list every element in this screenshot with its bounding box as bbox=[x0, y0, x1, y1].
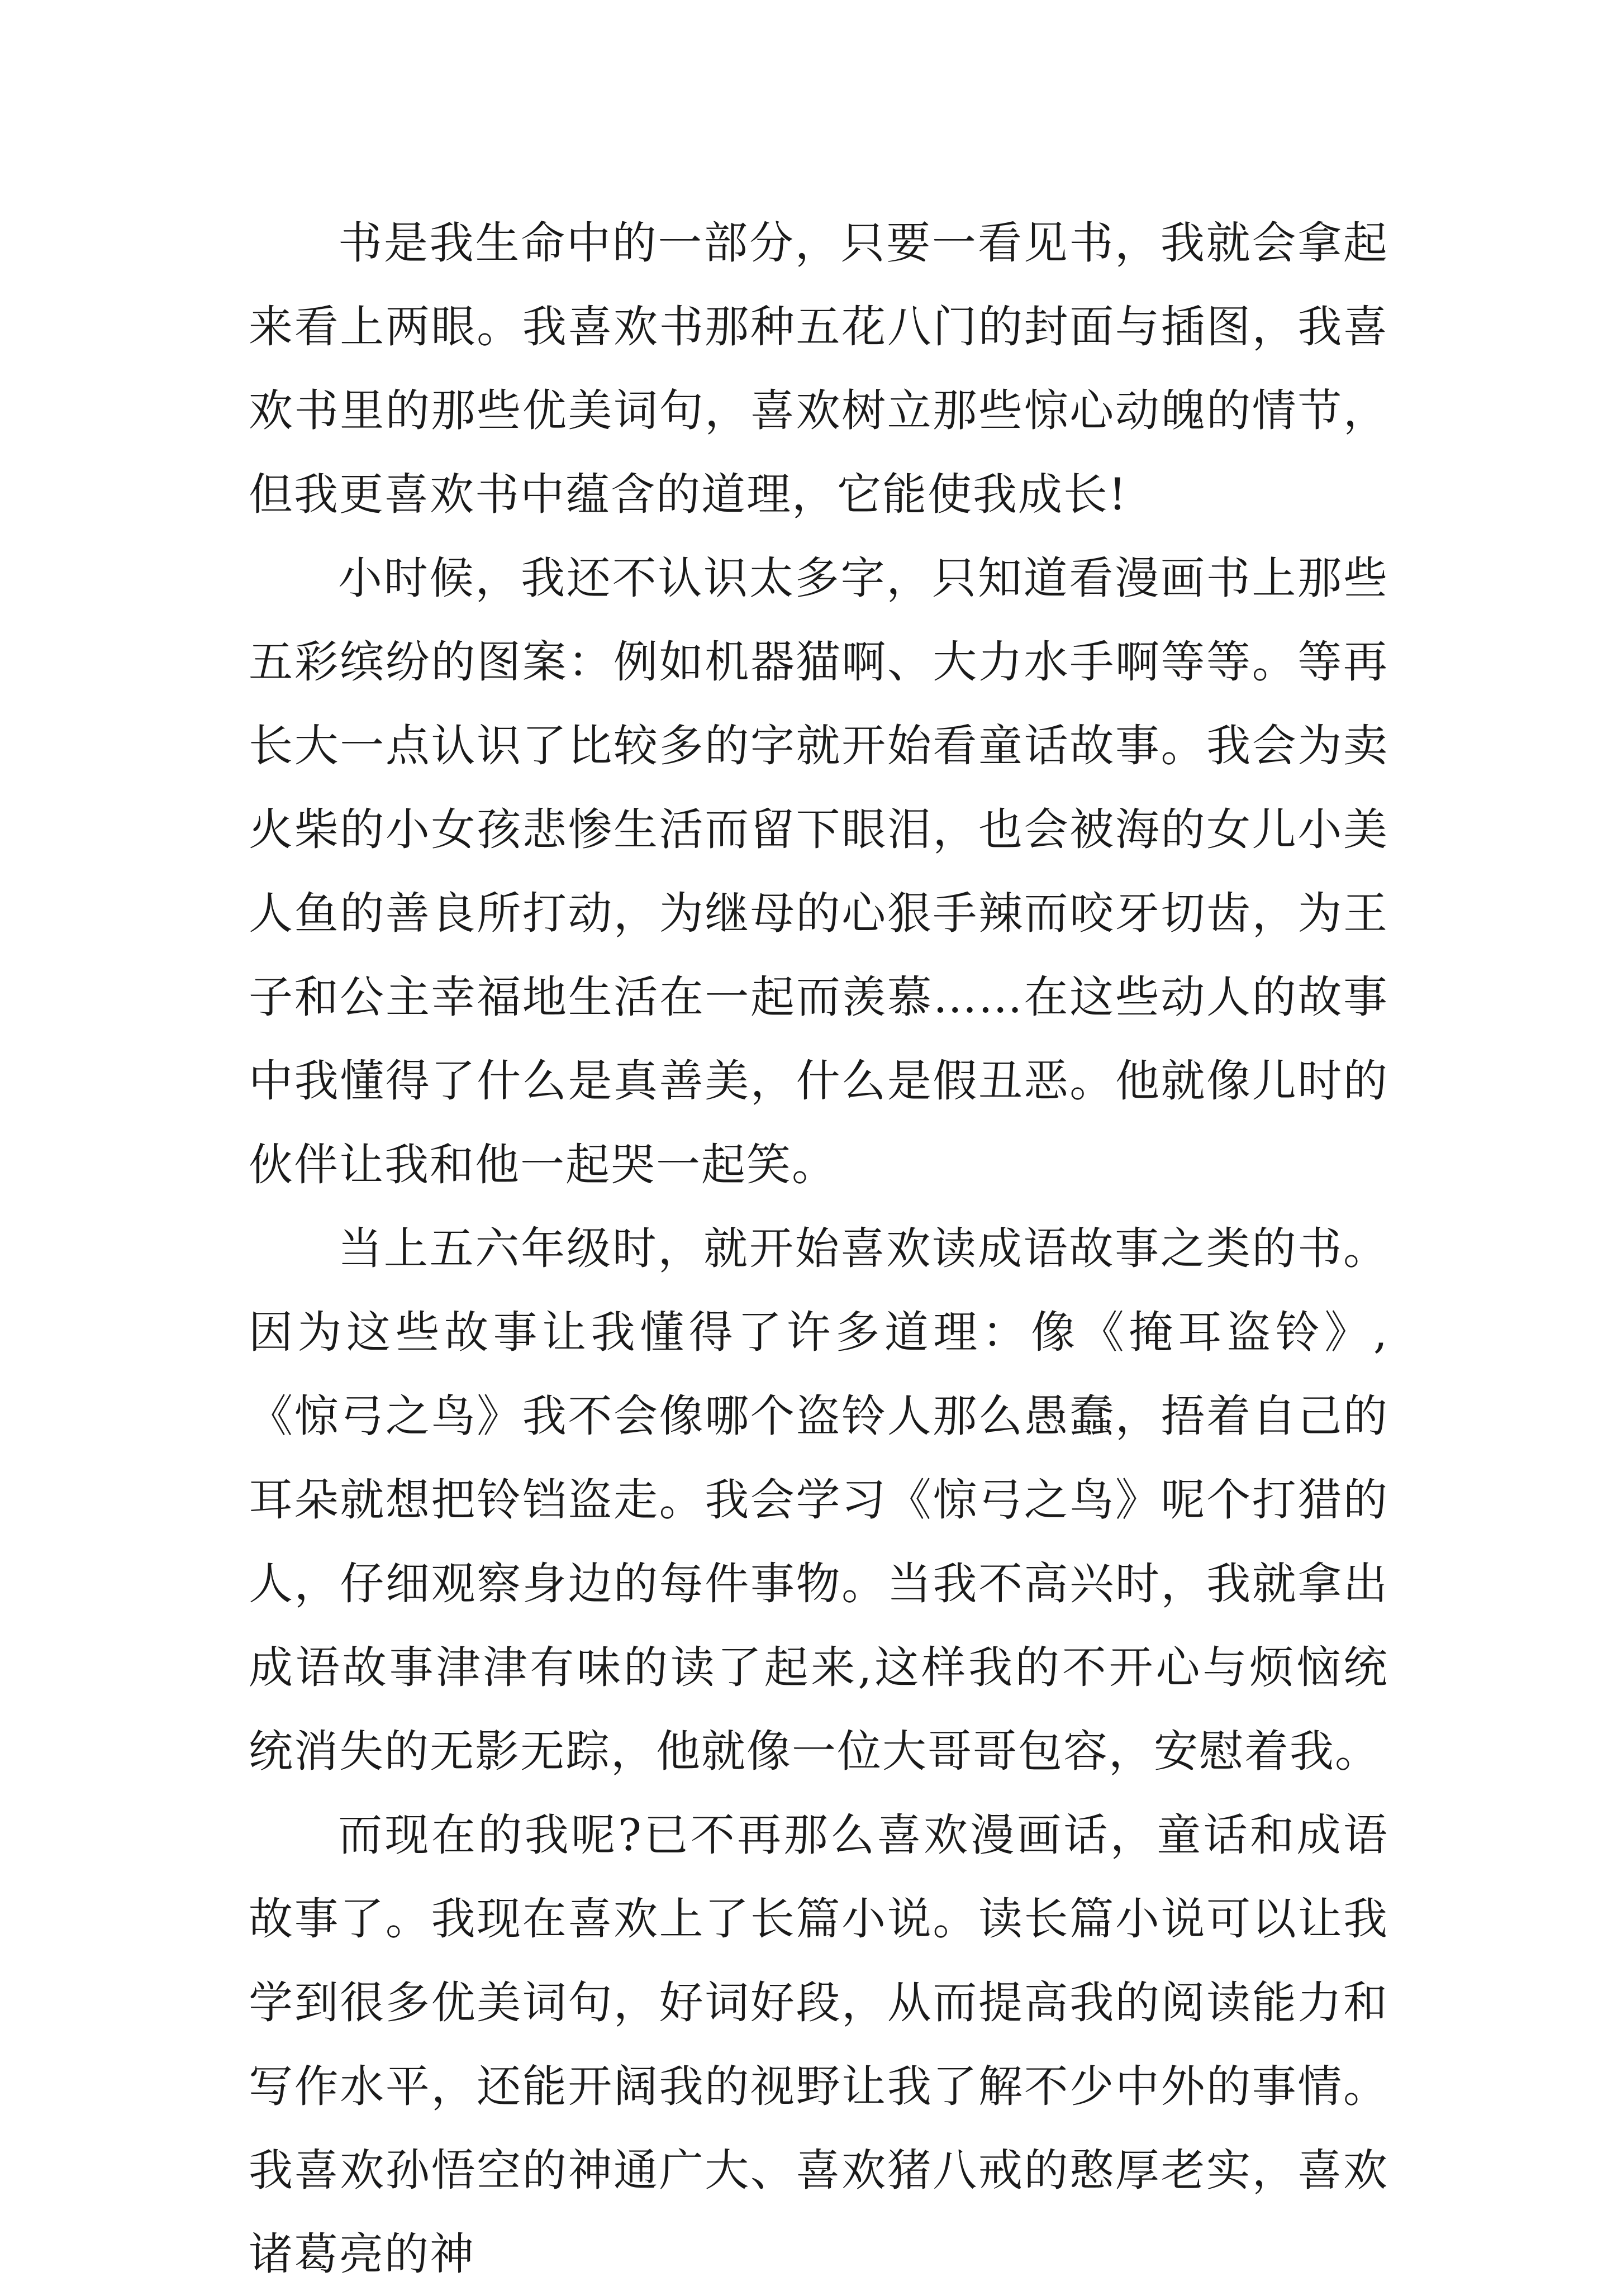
document-body bbox=[249, 201, 1388, 2296]
paragraph-3: 当上五六年级时，就开始喜欢读成语故事之类的书。因为这些故事让我懂得了许多道理：像《掩耳盗铃》,《惊弓之鸟》我不会像哪个盗铃人那么愚蠢，捂着自己的耳朵就想把铃铛盗走。我会学习《惊弓之鸟》呢个打猎的人，仔细观察身边的每件事物。当我不高兴时，我就拿出成语故事津津有味的读了起来,这样我的不开心与烦恼统统消失的无影无踪，他就像一位大哥哥包容，安慰着我。 bbox=[249, 1223, 1388, 1777]
paragraph-2: 小时候，我还不认识太多字，只知道看漫画书上那些五彩缤纷的图案：例如机器猫啊、大力水手啊等等。等再长大一点认识了比较多的字就开始看童话故事。我会为卖火柴的小女孩悲惨生活而留下眼泪，也会被海的女儿小美人鱼的善良所打动，为继母的心狠手辣而咬牙切齿，为王子和公主幸福地生活在一起而羡慕……在这些动人的故事中我懂得了什么是真善美，什么是假丑恶。他就像儿时的伙伴让我和他一起哭一起笑。 bbox=[249, 552, 1388, 1190]
paragraph-1: 书是我生命中的一部分，只要一看见书，我就会拿起来看上两眼。我喜欢书那种五花八门的封面与插图，我喜欢书里的那些优美词句，喜欢树立那些惊心动魄的情节，但我更喜欢书中蕴含的道理，它能使我成长! bbox=[249, 217, 1388, 520]
paragraph-4: 而现在的我呢?已不再那么喜欢漫画话，童话和成语故事了。我现在喜欢上了长篇小说。读长篇小说可以让我学到很多优美词句，好词好段，从而提高我的阅读能力和写作水平，还能开阔我的视野让我了解不少中外的事情。我喜欢孙悟空的神通广大、喜欢猪八戒的憨厚老实，喜欢诸葛亮的神 bbox=[249, 1809, 1388, 2280]
